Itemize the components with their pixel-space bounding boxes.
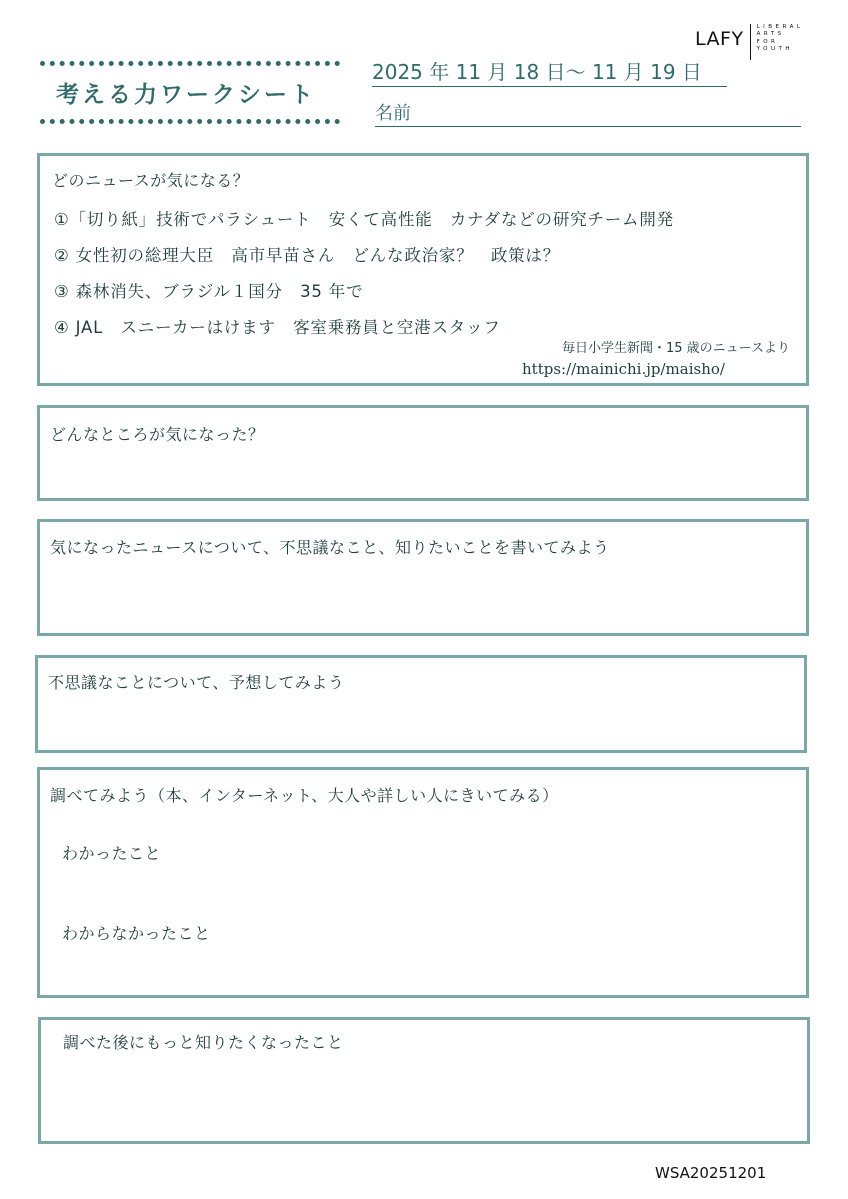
logo-tagline-line: ARTS xyxy=(756,31,785,38)
interest-box[interactable] xyxy=(37,405,809,501)
title-dots-top xyxy=(40,61,340,66)
interest-box-label: どんなところが気になった？ xyxy=(50,425,265,444)
name-label: 名前 xyxy=(375,103,411,124)
research-box[interactable] xyxy=(37,767,809,998)
not-understood-label: わからなかったこと xyxy=(62,924,211,943)
predict-box[interactable] xyxy=(35,655,807,753)
logo xyxy=(695,24,803,60)
news-item[interactable]: ② 女性初の総理大臣 高市早苗さん どんな政治家？ 政策は？ xyxy=(54,246,561,265)
logo-tagline-line: LIBERAL xyxy=(756,24,804,30)
wonder-box[interactable] xyxy=(37,519,809,636)
news-item[interactable]: ③ 森林消失、ブラジル１国分 35 年で xyxy=(54,282,364,301)
logo-mark: LAFY xyxy=(695,28,744,50)
after-research-box[interactable] xyxy=(38,1017,810,1144)
news-box-label: どのニュースが気になる？ xyxy=(52,171,250,190)
news-item[interactable]: ④ JAL スニーカーはけます 客室乗務員と空港スタッフ xyxy=(54,318,501,337)
research-box-label: 調べてみよう（本、インターネット、大人や詳しい人にきいてみる） xyxy=(50,786,559,805)
page-title: 考える力ワークシート xyxy=(56,82,316,108)
news-item[interactable]: ①「切り紙」技術でパラシュート 安くて高性能 カナダなどの研究チーム開発 xyxy=(54,210,674,229)
wonder-box-label: 気になったニュースについて、不思議なこと、知りたいことを書いてみよう xyxy=(50,538,610,557)
logo-tagline xyxy=(757,24,804,54)
title-dots-bottom xyxy=(40,119,340,124)
news-source: 毎日小学生新聞・15 歳のニュースより xyxy=(561,341,790,356)
logo-tagline-line: FOR xyxy=(756,38,779,45)
name-field[interactable] xyxy=(375,99,801,127)
understood-label: わかったこと xyxy=(62,844,162,863)
logo-tagline-line: YOUTH xyxy=(756,46,793,53)
document-code: WSA20251201 xyxy=(655,1164,767,1182)
after-research-label: 調べた後にもっと知りたくなったこと xyxy=(63,1033,344,1052)
date-range: 2025 年 11 月 18 日～ 11 月 19 日 xyxy=(372,56,727,87)
logo-divider xyxy=(750,24,751,60)
news-box xyxy=(37,153,809,386)
news-source-url[interactable]: https://mainichi.jp/maisho/ xyxy=(522,360,725,378)
predict-box-label: 不思議なことについて、予想してみよう xyxy=(48,673,345,692)
news-list xyxy=(54,206,674,350)
